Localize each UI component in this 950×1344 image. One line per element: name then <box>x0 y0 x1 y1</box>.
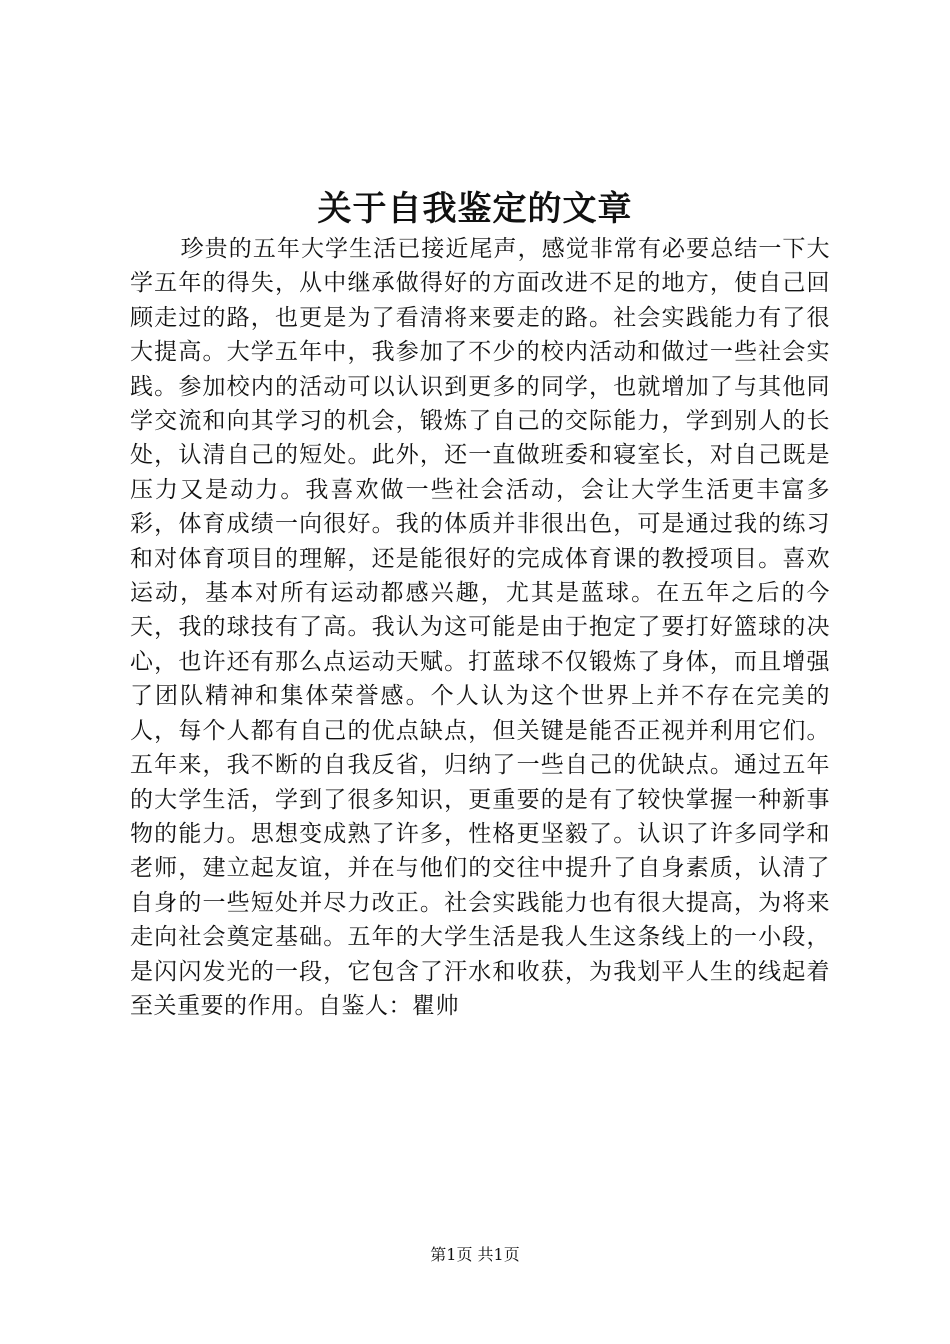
page-footer: 第1页 共1页 <box>430 1245 520 1264</box>
document-title: 关于自我鉴定的文章 <box>317 189 633 229</box>
document-body: 珍贵的五年大学生活已接近尾声，感觉非常有必要总结一下大学五年的得失，从中继承做得好的方面改进不足的地方，使自己回顾走过的路，也更是为了看清将来要走的路。社会实践能力有了很大提高。大学五年中，我参加了不少的校内活动和做过一些社会实践。参加校内的活动可以认识到更多的同学，也就增加了与其他同学交流和向其学习的机会，锻炼了自己的交际能力，学到别人的长处，认清自己的短处。此外，还一直做班委和寝室长，对自己既是压力又是动力。我喜欢做一些社会活动，会让大学生活更丰富多彩，体育成绩一向很好。我的体质并非很出色，可是通过我的练习和对体育项目的理解，还是能很好的完成体育课的教授项目。喜欢运动，基本对所有运动都感兴趣，尤其是蓝球。在五年之后的今天，我的球技有了高。我认为这可能是由于抱定了要打好篮球的决心，也许还有那么点运动天赋。打蓝球不仅锻炼了身体，而且增强了团队精神和集体荣誉感。个人认为这个世界上并不存在完美的人，每个人都有自己的优点缺点，但关键是能否正视并利用它们。五年来，我不断的自我反省，归纳了一些自己的优缺点。通过五年的大学生活，学到了很多知识，更重要的是有了较快掌握一种新事物的能力。思想变成熟了许多，性格更坚毅了。认识了许多同学和老师，建立起友谊，并在与他们的交往中提升了自身素质，认清了自身的一些短处并尽力改正。社会实践能力也有很大提高，为将来走向社会奠定基础。五年的大学生活是我人生这条线上的一小段，是闪闪发光的一段，它包含了汗水和收获，为我划平人生的线起着至关重要的作用。自鉴人：瞿帅 <box>130 236 830 1019</box>
